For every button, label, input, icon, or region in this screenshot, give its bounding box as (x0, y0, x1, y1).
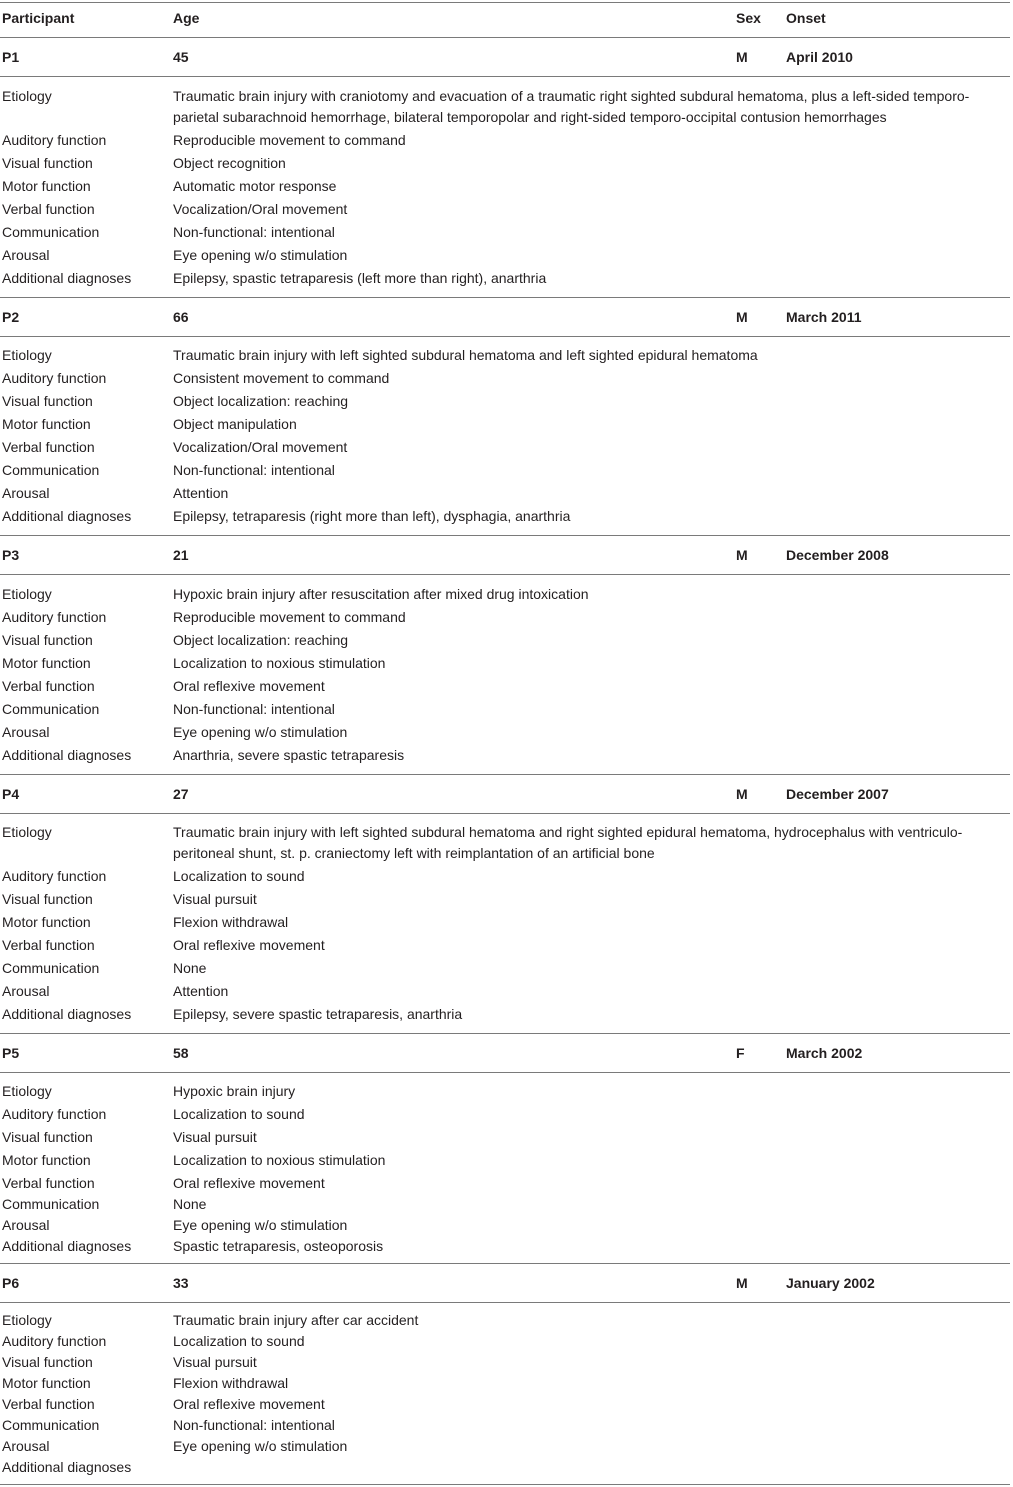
value-auditory-function: Reproducible movement to command (173, 132, 406, 148)
label-arousal: Arousal (2, 247, 50, 263)
row-rule (0, 336, 1010, 337)
value-auditory-function: Localization to sound (173, 1106, 305, 1122)
participant-age: 58 (173, 1045, 189, 1061)
value-visual-function: Object recognition (173, 155, 286, 171)
label-etiology: Etiology (2, 88, 52, 104)
participant-onset: March 2011 (786, 309, 862, 325)
value-etiology: Hypoxic brain injury (173, 1083, 296, 1099)
value-arousal: Eye opening w/o stimulation (173, 724, 348, 740)
value-motor-function: Flexion withdrawal (173, 1375, 289, 1391)
row-rule (0, 574, 1010, 575)
value-verbal-function: Oral reflexive movement (173, 678, 325, 694)
label-visual-function: Visual function (2, 632, 93, 648)
label-arousal: Arousal (2, 485, 50, 501)
label-verbal-function: Verbal function (2, 201, 95, 217)
label-arousal: Arousal (2, 983, 50, 999)
value-etiology: Traumatic brain injury with craniotomy and evacuation of a traumatic right sighted subdural hematoma, plus a left-sided temporo-parietal subarachnoid hemorrhage, bilateral temporopolar and right-sided temporo-occipital contusion hemorrhages (173, 88, 970, 125)
value-arousal: Attention (173, 983, 229, 999)
label-additional-diagnoses: Additional diagnoses (2, 747, 132, 763)
participant-id: P5 (2, 1045, 20, 1061)
participant-sex: M (736, 309, 748, 325)
label-visual-function: Visual function (2, 393, 93, 409)
label-additional-diagnoses: Additional diagnoses (2, 1238, 132, 1254)
header-sex: Sex (736, 10, 761, 26)
value-motor-function: Localization to noxious stimulation (173, 655, 386, 671)
participant-onset: December 2008 (786, 547, 889, 563)
label-etiology: Etiology (2, 1083, 52, 1099)
participant-onset: March 2002 (786, 1045, 863, 1061)
value-auditory-function: Localization to sound (173, 1333, 305, 1349)
value-motor-function: Automatic motor response (173, 178, 337, 194)
participant-sex: M (736, 786, 748, 802)
value-additional-diagnoses: Spastic tetraparesis, osteoporosis (173, 1238, 384, 1254)
label-motor-function: Motor function (2, 416, 91, 432)
label-visual-function: Visual function (2, 1354, 93, 1370)
label-visual-function: Visual function (2, 891, 93, 907)
label-auditory-function: Auditory function (2, 1106, 107, 1122)
label-arousal: Arousal (2, 724, 50, 740)
value-communication: Non-functional: intentional (173, 224, 335, 240)
table-bottom-rule (0, 1484, 1010, 1485)
value-etiology: Hypoxic brain injury after resuscitation after mixed drug intoxication (173, 586, 589, 602)
value-verbal-function: Oral reflexive movement (173, 1175, 325, 1191)
label-additional-diagnoses: Additional diagnoses (2, 1459, 132, 1475)
label-auditory-function: Auditory function (2, 609, 107, 625)
participant-id: P4 (2, 786, 20, 802)
label-arousal: Arousal (2, 1217, 50, 1233)
label-verbal-function: Verbal function (2, 1175, 95, 1191)
label-motor-function: Motor function (2, 914, 91, 930)
label-arousal: Arousal (2, 1438, 50, 1454)
participant-onset: December 2007 (786, 786, 889, 802)
header-participant: Participant (2, 10, 75, 26)
value-communication: Non-functional: intentional (173, 1417, 335, 1433)
label-etiology: Etiology (2, 586, 52, 602)
value-arousal: Eye opening w/o stimulation (173, 1438, 348, 1454)
participant-age: 27 (173, 786, 189, 802)
participant-age: 21 (173, 547, 189, 563)
label-auditory-function: Auditory function (2, 132, 107, 148)
block-rule (0, 535, 1010, 536)
value-visual-function: Visual pursuit (173, 1354, 257, 1370)
value-additional-diagnoses: Epilepsy, spastic tetraparesis (left more than right), anarthria (173, 270, 547, 286)
participant-age: 33 (173, 1275, 189, 1291)
value-visual-function: Visual pursuit (173, 1129, 257, 1145)
block-rule (0, 297, 1010, 298)
participant-id: P1 (2, 49, 20, 65)
label-motor-function: Motor function (2, 655, 91, 671)
label-communication: Communication (2, 1417, 100, 1433)
block-rule (0, 1033, 1010, 1034)
header-rule (0, 37, 1010, 38)
block-rule (0, 774, 1010, 775)
value-verbal-function: Oral reflexive movement (173, 937, 325, 953)
label-verbal-function: Verbal function (2, 1396, 95, 1412)
label-communication: Communication (2, 462, 100, 478)
participant-onset: January 2002 (786, 1275, 875, 1291)
value-communication: None (173, 1196, 207, 1212)
row-rule (0, 1072, 1010, 1073)
label-motor-function: Motor function (2, 178, 91, 194)
participant-sex: M (736, 1275, 748, 1291)
row-rule (0, 1302, 1010, 1303)
participant-onset: April 2010 (786, 49, 853, 65)
value-auditory-function: Localization to sound (173, 868, 305, 884)
header-age: Age (173, 10, 200, 26)
value-arousal: Eye opening w/o stimulation (173, 247, 348, 263)
value-auditory-function: Consistent movement to command (173, 370, 390, 386)
label-motor-function: Motor function (2, 1375, 91, 1391)
value-etiology: Traumatic brain injury with left sighted subdural hematoma and right sighted epidural hematoma, hydrocephalus with ventriculo-peritoneal shunt, st. p. craniectomy left with reimplantation of an artificial bone (173, 824, 963, 861)
value-additional-diagnoses: Anarthria, severe spastic tetraparesis (173, 747, 405, 763)
label-communication: Communication (2, 960, 100, 976)
label-verbal-function: Verbal function (2, 678, 95, 694)
table-top-rule (0, 2, 1010, 3)
value-communication: Non-functional: intentional (173, 462, 335, 478)
value-communication: Non-functional: intentional (173, 701, 335, 717)
participant-age: 66 (173, 309, 189, 325)
value-motor-function: Localization to noxious stimulation (173, 1152, 386, 1168)
value-additional-diagnoses: Epilepsy, severe spastic tetraparesis, anarthria (173, 1006, 463, 1022)
value-verbal-function: Vocalization/Oral movement (173, 201, 348, 217)
label-etiology: Etiology (2, 1312, 52, 1328)
label-visual-function: Visual function (2, 1129, 93, 1145)
participant-sex: M (736, 49, 748, 65)
value-etiology: Traumatic brain injury after car accident (173, 1312, 419, 1328)
value-arousal: Eye opening w/o stimulation (173, 1217, 348, 1233)
value-verbal-function: Vocalization/Oral movement (173, 439, 348, 455)
header-onset: Onset (786, 10, 826, 26)
label-communication: Communication (2, 1196, 100, 1212)
label-auditory-function: Auditory function (2, 370, 107, 386)
label-communication: Communication (2, 701, 100, 717)
participant-id: P2 (2, 309, 20, 325)
participant-sex: F (736, 1045, 745, 1061)
value-arousal: Attention (173, 485, 229, 501)
value-visual-function: Object localization: reaching (173, 393, 349, 409)
row-rule (0, 813, 1010, 814)
label-etiology: Etiology (2, 347, 52, 363)
label-motor-function: Motor function (2, 1152, 91, 1168)
label-additional-diagnoses: Additional diagnoses (2, 1006, 132, 1022)
row-rule (0, 76, 1010, 77)
value-etiology: Traumatic brain injury with left sighted subdural hematoma and left sighted epidural hematoma (173, 347, 758, 363)
label-verbal-function: Verbal function (2, 439, 95, 455)
value-verbal-function: Oral reflexive movement (173, 1396, 325, 1412)
value-auditory-function: Reproducible movement to command (173, 609, 406, 625)
participant-id: P6 (2, 1275, 20, 1291)
label-auditory-function: Auditory function (2, 1333, 107, 1349)
label-communication: Communication (2, 224, 100, 240)
value-visual-function: Visual pursuit (173, 891, 257, 907)
label-additional-diagnoses: Additional diagnoses (2, 508, 132, 524)
label-visual-function: Visual function (2, 155, 93, 171)
label-additional-diagnoses: Additional diagnoses (2, 270, 132, 286)
block-rule (0, 1263, 1010, 1264)
participant-sex: M (736, 547, 748, 563)
label-etiology: Etiology (2, 824, 52, 840)
label-auditory-function: Auditory function (2, 868, 107, 884)
participant-age: 45 (173, 49, 189, 65)
label-verbal-function: Verbal function (2, 937, 95, 953)
value-motor-function: Object manipulation (173, 416, 297, 432)
value-visual-function: Object localization: reaching (173, 632, 349, 648)
value-communication: None (173, 960, 207, 976)
value-motor-function: Flexion withdrawal (173, 914, 289, 930)
participant-id: P3 (2, 547, 20, 563)
value-additional-diagnoses: Epilepsy, tetraparesis (right more than left), dysphagia, anarthria (173, 508, 571, 524)
